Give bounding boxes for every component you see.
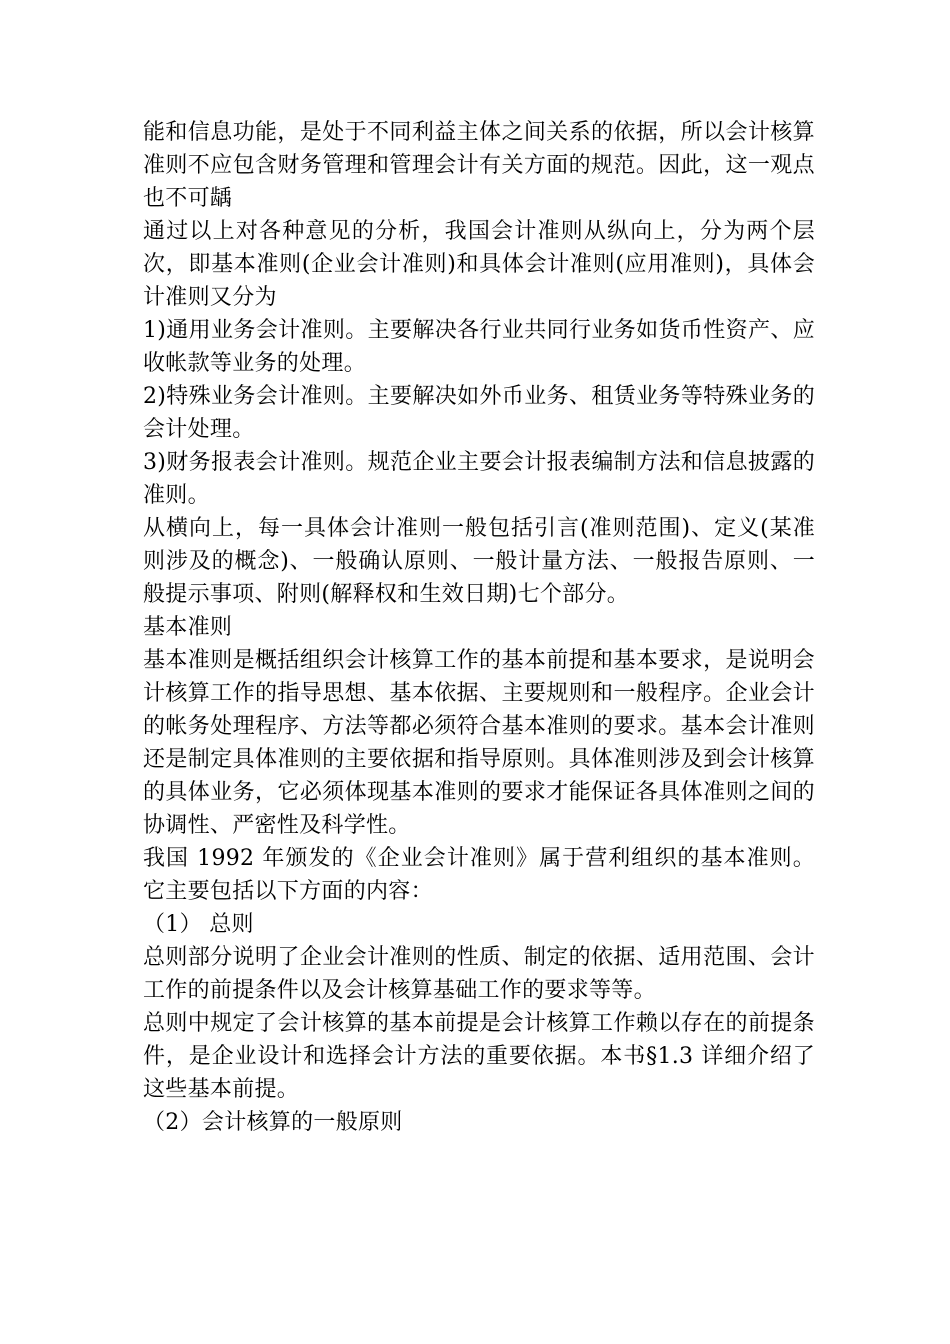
paragraph-vertical-levels: 通过以上对各种意见的分析，我国会计准则从纵向上，分为两个层次，即基本准则(企业会计准则)和具体会计准则(应用准则)，具体会计准则又分为 xyxy=(143,219,815,310)
subheading-general-provisions: （1） 总则 xyxy=(143,912,254,937)
paragraph-special-business: 2)特殊业务会计准则。主要解决如外币业务、租赁业务等特殊业务的会计处理。 xyxy=(143,384,815,442)
paragraph-general-business: 1)通用业务会计准则。主要解决各行业共同行业务如货币性资产、应收帐款等业务的处理。 xyxy=(143,318,815,376)
paragraph-basic-premises: 总则中规定了会计核算的基本前提是会计核算工作赖以存在的前提条件，是企业设计和选择会计方法的重要依据。本书§1.3 详细介绍了这些基本前提。 xyxy=(143,1011,815,1102)
paragraph-1992-standards: 我国 1992 年颁发的《企业会计准则》属于营利组织的基本准则。它主要包括以下方面的内容： xyxy=(143,846,815,904)
paragraph-basic-standards: 基本准则是概括组织会计核算工作的基本前提和基本要求，是说明会计核算工作的指导思想、基本依据、主要规则和一般程序。企业会计的帐务处理程序、方法等都必须符合基本准则的要求。基本会计准则还是制定具体准则的主要依据和指导原则。具体准则涉及到会计核算的具体业务，它必须体现基本准则的要求才能保证各具体准则之间的协调性、严密性及科学性。 xyxy=(143,648,815,838)
paragraph-info-function: 能和信息功能，是处于不同利益主体之间关系的依据，所以会计核算准则不应包含财务管理和管理会计有关方面的规范。因此，这一观点也不可龋 xyxy=(143,120,815,211)
subheading-general-principles: （2）会计核算的一般原则 xyxy=(143,1110,403,1135)
paragraph-horizontal-structure: 从横向上，每一具体会计准则一般包括引言(准则范围)、定义(某准则涉及的概念)、一般确认原则、一般计量方法、一般报告原则、一般提示事项、附则(解释权和生效日期)七个部分。 xyxy=(143,516,815,607)
document-body xyxy=(143,116,815,1139)
section-heading-basic-standards: 基本准则 xyxy=(143,615,233,640)
paragraph-general-provisions: 总则部分说明了企业会计准则的性质、制定的依据、适用范围、会计工作的前提条件以及会计核算基础工作的要求等等。 xyxy=(143,945,815,1003)
paragraph-financial-statements: 3)财务报表会计准则。规范企业主要会计报表编制方法和信息披露的准则。 xyxy=(143,450,815,508)
